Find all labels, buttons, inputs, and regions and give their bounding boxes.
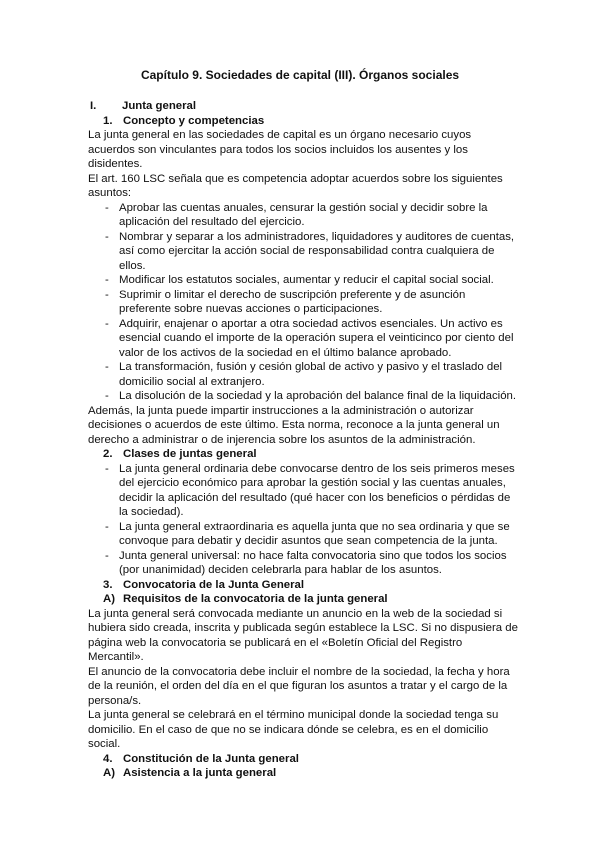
list-item: - Junta general universal: no hace falta convocatoria sino que todos los socios (por unanimidad) deciden celebrarla para hablar de los asuntos. [88, 549, 518, 578]
page-title: Capítulo 9. Sociedades de capital (III). Órganos sociales [140, 68, 460, 82]
paragraph: El art. 160 LSC señala que es competencia adoptar acuerdos sobre los siguientes asuntos: [88, 172, 503, 199]
subsection-number: A) [103, 767, 116, 779]
subsection-number: 3. [103, 578, 113, 591]
subsection-heading [88, 592, 518, 607]
clases-list [88, 462, 518, 578]
subsection-heading [88, 752, 518, 767]
list-item: - Modificar los estatutos sociales, aumentar y reducir el capital social social. [88, 273, 518, 288]
subsection-heading [88, 578, 518, 593]
list-item: - La disolución de la sociedad y la aprobación del balance final de la liquidación. [88, 389, 518, 404]
paragraph: El anuncio de la convocatoria debe incluir el nombre de la sociedad, la fecha y hora de la reunión, el orden del día en el que figuran los asuntos a tratar y el cargo de la persona/s. [88, 665, 510, 707]
subsection-number: 1. [103, 114, 113, 127]
paragraph: La junta general será convocada mediante un anuncio en la web de la sociedad si hubiera sido creada, inscrita y publicada según establece la LSC. Si no dispusiera de página web la convocatoria se publicará en el «Boletín Oficial del Registro Mercantil». [88, 607, 518, 663]
paragraph: La junta general se celebrará en el término municipal donde la sociedad tenga su domicilio. En el caso de que no se indicara dónde se celebra, es en el domicilio social. [88, 709, 499, 750]
subsection-title: Clases de juntas general [123, 448, 257, 460]
list-item: - Aprobar las cuentas anuales, censurar la gestión social y decidir sobre la aplicación del resultado del ejercicio. [88, 201, 518, 230]
section-number: I. [90, 100, 97, 112]
list-item: - La junta general ordinaria debe convocarse dentro de los seis primeros meses del ejercicio económico para aprobar la gestión social y las cuentas anuales, decidir la aplicación del resultado (qué hacer con los beneficios o pérdidas de la sociedad). [88, 462, 518, 520]
subsection-number: 2. [103, 448, 113, 460]
subsection-title: Constitución de la Junta general [123, 752, 299, 765]
paragraph: Además, la junta puede impartir instrucciones a la administración o autorizar decisiones o acuerdos de este último. Esta norma, reconoce a la junta general un derecho a administrar o de injerencia sobre los asuntos de la administración. [88, 404, 500, 446]
subsection-title: Convocatoria de la Junta General [123, 578, 305, 591]
paragraph: La junta general en las sociedades de capital es un órgano necesario cuyos acuerdos son vinculantes para todos los socios incluidos los ausentes y los disidentes. [88, 129, 472, 170]
list-item: - Suprimir o limitar el derecho de suscripción preferente y de asunción preferente sobre nuevas acciones o participaciones. [88, 288, 518, 317]
section-title: Junta general [122, 100, 197, 112]
document-body [88, 99, 518, 781]
subsection-title: Requisitos de la convocatoria de la junta general [123, 593, 388, 605]
list-item: - Nombrar y separar a los administradores, liquidadores y auditores de cuentas, así como ejercitar la acción social de responsabilidad contra cualquiera de ellos. [88, 230, 518, 274]
subsection-heading [88, 447, 518, 462]
list-item: - La transformación, fusión y cesión global de activo y pasivo y el traslado del domicilio social al extranjero. [88, 360, 518, 389]
subsection-heading [88, 766, 518, 781]
competencias-list [88, 201, 518, 404]
subsection-title: Asistencia a la junta general [123, 767, 277, 779]
subsection-title: Concepto y competencias [123, 114, 265, 127]
subsection-number: 4. [103, 752, 113, 765]
list-item: - Adquirir, enajenar o aportar a otra sociedad activos esenciales. Un activo es esencial cuando el importe de la operación supera el veinticinco por ciento del valor de los activos de la sociedad en el último balance aprobado. [88, 317, 518, 361]
section-heading [88, 99, 518, 114]
list-item: - La junta general extraordinaria es aquella junta que no sea ordinaria y que se convoque para debatir y decidir asuntos que sean competencia de la junta. [88, 520, 518, 549]
subsection-number: A) [103, 593, 116, 605]
subsection-heading [88, 114, 518, 129]
